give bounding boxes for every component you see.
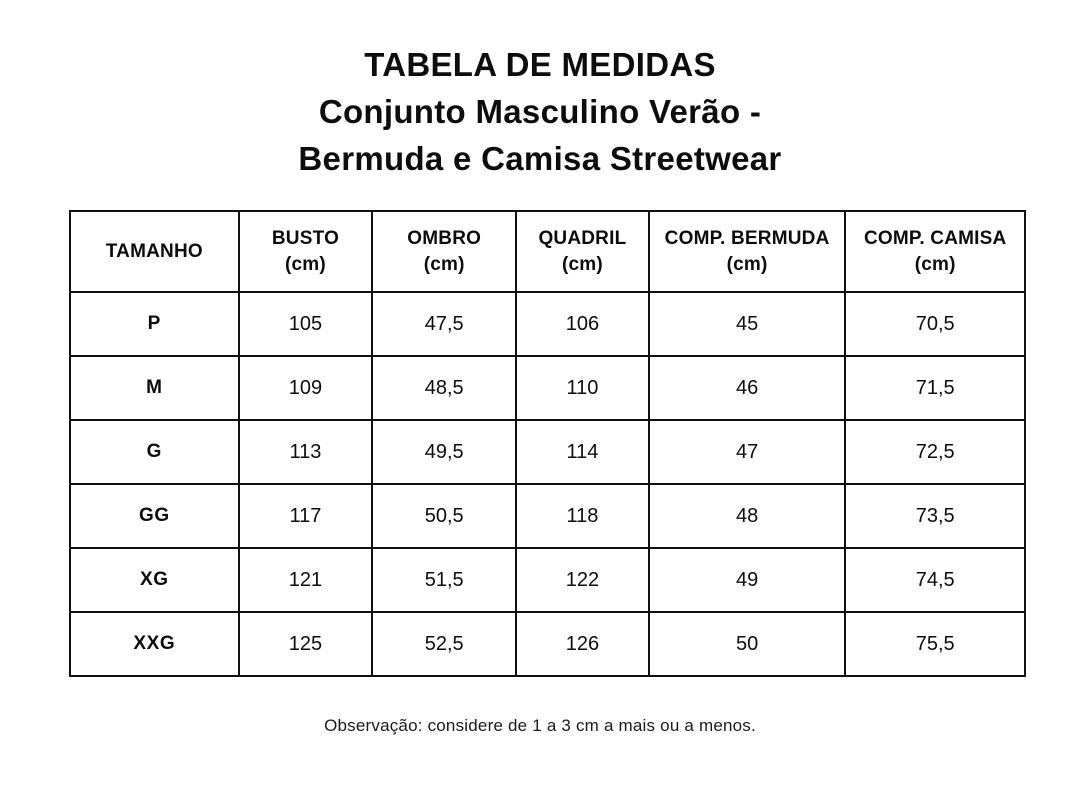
table-row [70,548,1025,612]
measure-value: 105 [239,292,373,356]
observation-note: Observação: considere de 1 a 3 cm a mais ou a menos. [324,716,756,735]
size-table [69,210,1026,677]
page-title-line3: Bermuda e Camisa Streetwear [298,140,782,177]
column-label: COMP. CAMISA [863,227,1007,249]
size-label: XG [70,548,239,612]
column-label: OMBRO [407,227,482,249]
size-label: XXG [70,612,239,676]
page-title-line1: TABELA DE MEDIDAS [364,46,716,83]
column-header [845,211,1025,292]
page-title-line2: Conjunto Masculino Verão - [318,93,762,130]
measure-value: 73,5 [845,484,1025,548]
measure-value: 52,5 [372,612,516,676]
measure-value: 106 [516,292,649,356]
table-row [70,292,1025,356]
measure-value: 46 [649,356,846,420]
column-unit: (cm) [561,253,603,275]
measure-value: 109 [239,356,373,420]
size-table-header [70,211,1025,292]
column-header [649,211,846,292]
measure-value: 125 [239,612,373,676]
column-unit: (cm) [726,253,768,275]
size-label: G [70,420,239,484]
measure-value: 48 [649,484,846,548]
measure-value: 47 [649,420,846,484]
measure-value: 49,5 [372,420,516,484]
size-label: M [70,356,239,420]
column-unit: (cm) [285,253,326,275]
measure-value: 70,5 [845,292,1025,356]
column-label: BUSTO [271,227,340,249]
column-header [516,211,649,292]
measure-value: 122 [516,548,649,612]
measure-value: 47,5 [372,292,516,356]
column-header [70,211,239,292]
table-row [70,612,1025,676]
measure-value: 50,5 [372,484,516,548]
column-label: COMP. BERMUDA [664,227,830,249]
column-label: TAMANHO [105,240,203,262]
measure-value: 74,5 [845,548,1025,612]
measure-value: 117 [239,484,373,548]
measure-value: 118 [516,484,649,548]
measure-value: 75,5 [845,612,1025,676]
measure-value: 45 [649,292,846,356]
table-row [70,484,1025,548]
measure-value: 113 [239,420,373,484]
column-unit: (cm) [423,253,465,275]
measure-value: 49 [649,548,846,612]
measure-value: 126 [516,612,649,676]
measure-value: 121 [239,548,373,612]
column-header [372,211,516,292]
measure-value: 50 [649,612,846,676]
measure-value: 48,5 [372,356,516,420]
column-header [239,211,373,292]
header-row [70,211,1025,292]
column-unit: (cm) [914,253,956,275]
measure-value: 114 [516,420,649,484]
measure-value: 51,5 [372,548,516,612]
size-label: GG [70,484,239,548]
measure-value: 72,5 [845,420,1025,484]
table-row [70,356,1025,420]
measure-value: 110 [516,356,649,420]
measure-value: 71,5 [845,356,1025,420]
page-title [0,41,1080,182]
column-label: QUADRIL [538,227,627,249]
size-table-body [70,292,1025,676]
size-label: P [70,292,239,356]
table-row [70,420,1025,484]
